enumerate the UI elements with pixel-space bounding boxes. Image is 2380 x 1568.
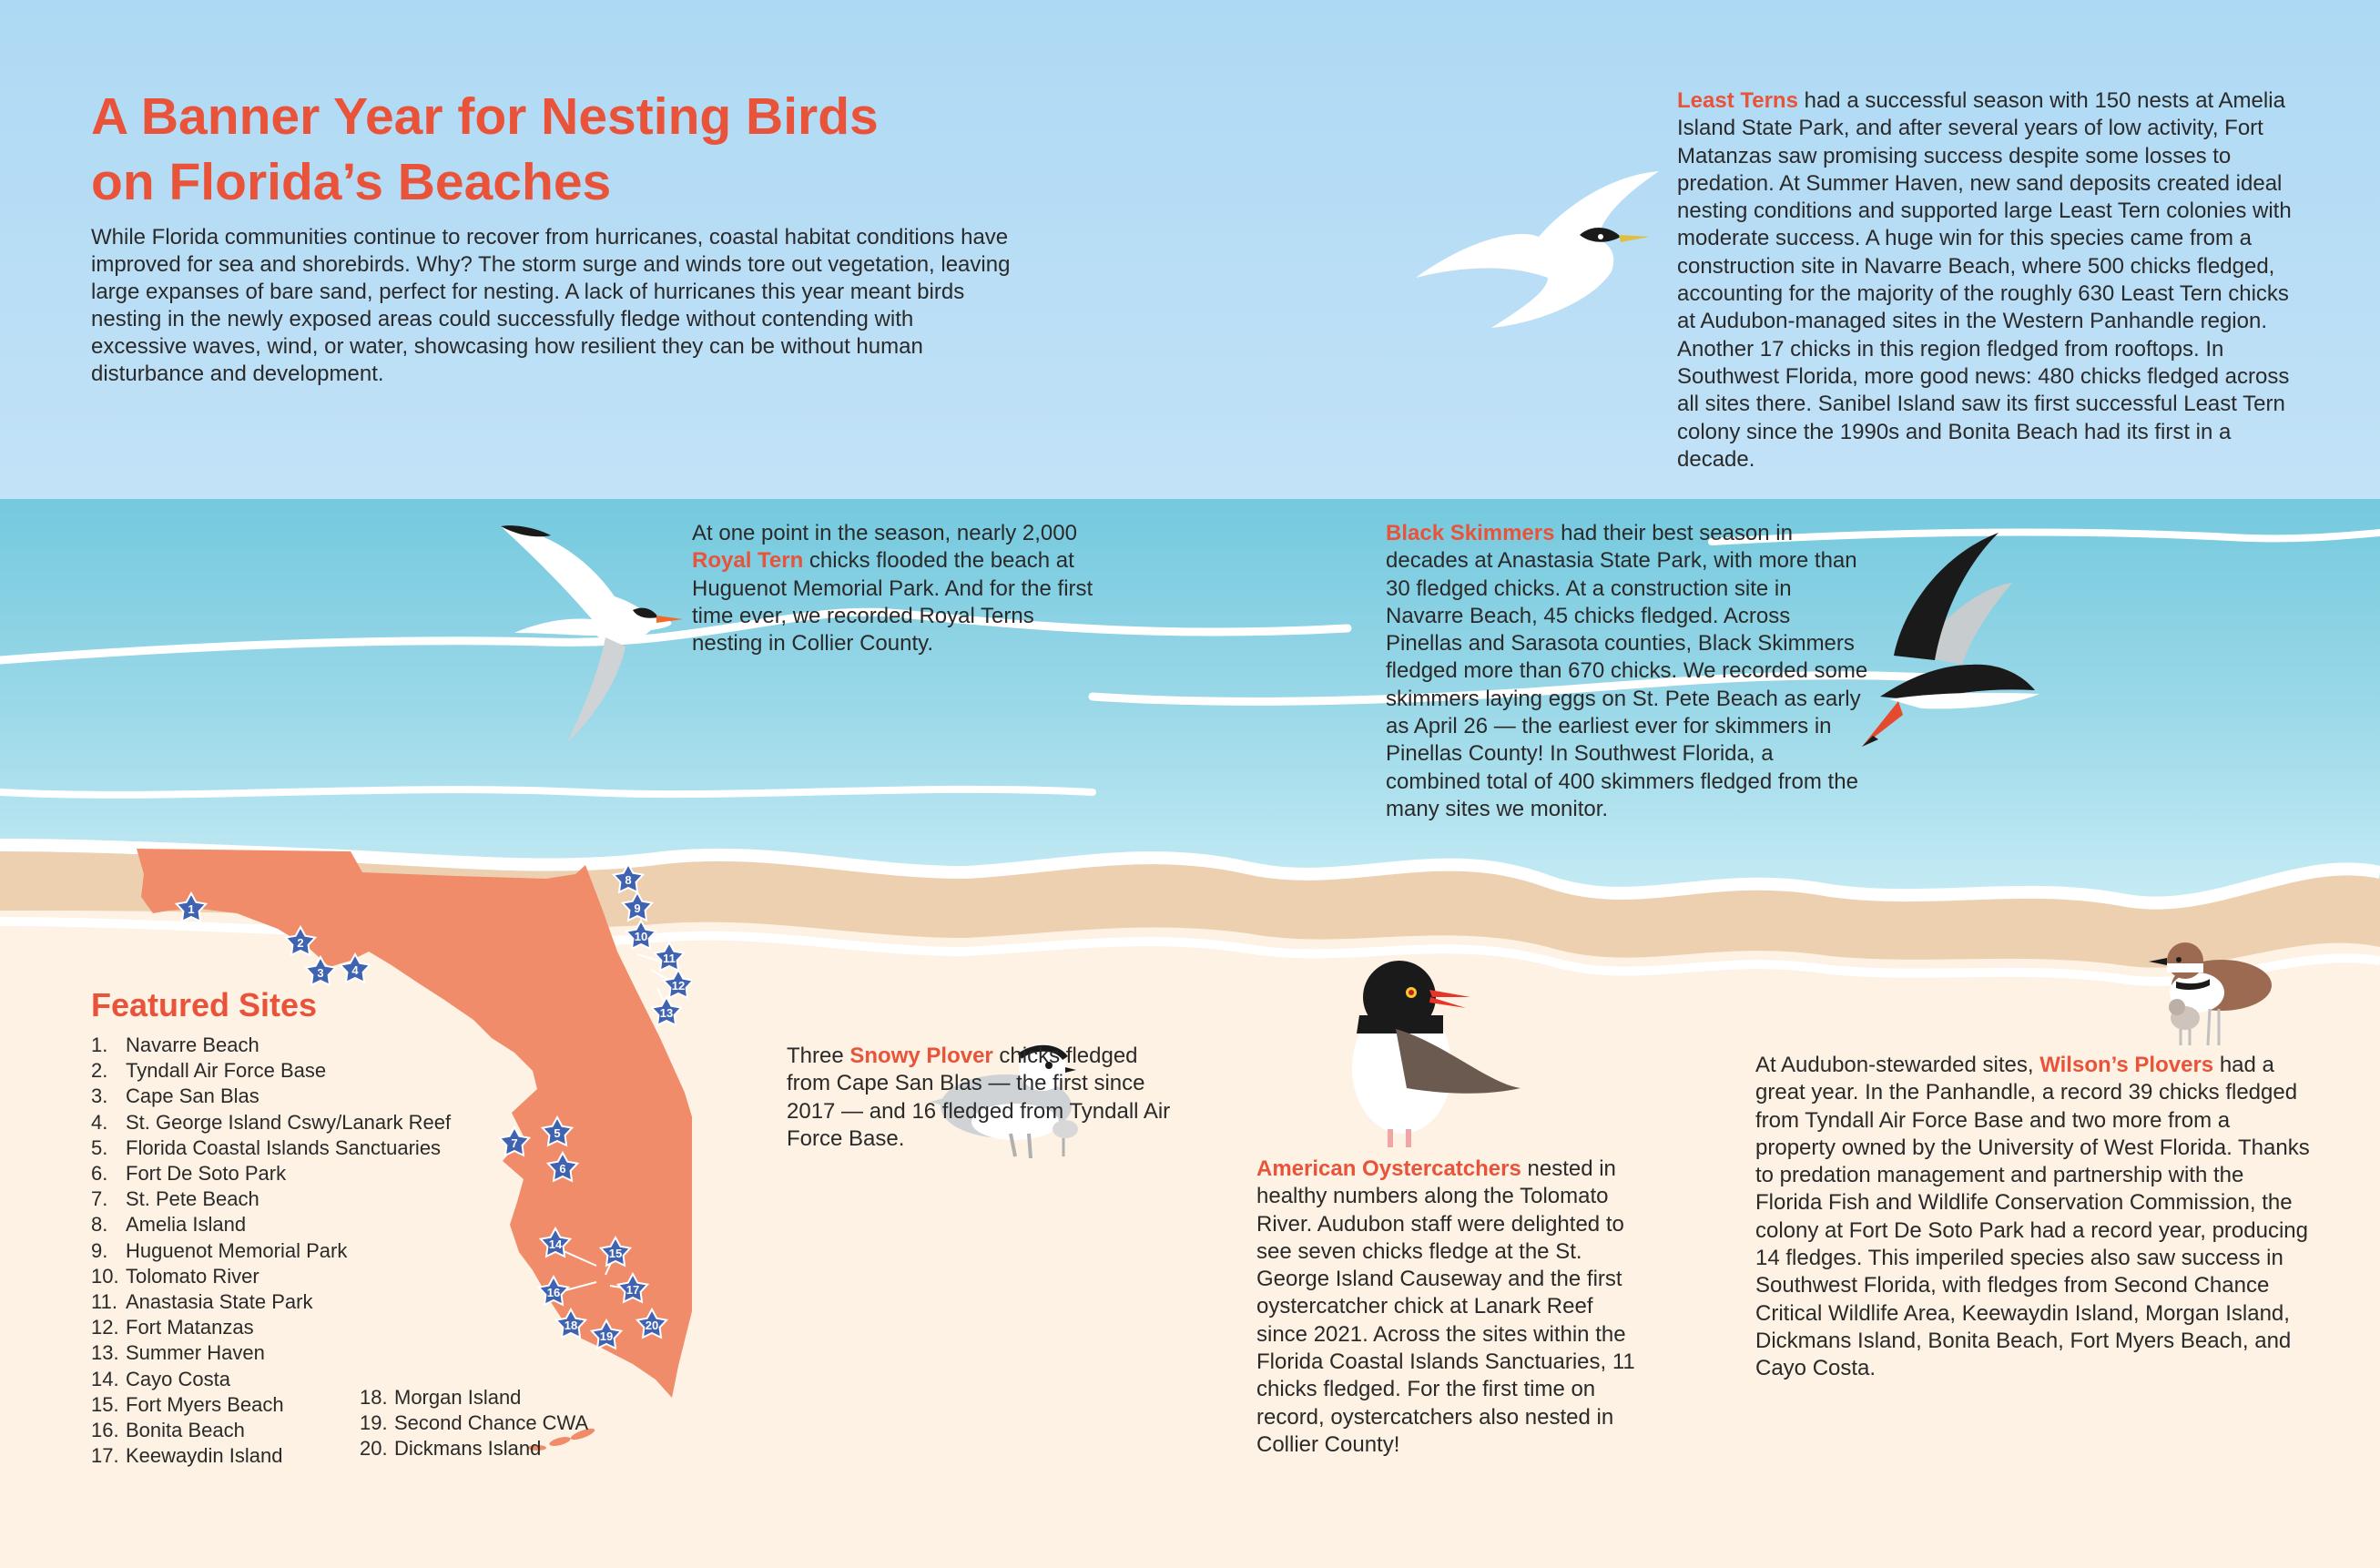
- oystercatcher-text: nested in healthy numbers along the Tolomato River. Audubon staff were delighted to see seven chicks fledge at the St. George Island Causeway and the first oystercatcher chick at Lanark Reef since 2021. Across the sites within the Florida Coastal Islands Sanctuaries, 11 chicks fledged. For the first time on record, oystercatchers also nested in Collier County!: [1256, 1156, 1635, 1457]
- wilsons-plover-paragraph: [1755, 1052, 2311, 1383]
- site-number: 7.: [91, 1187, 108, 1211]
- site-list-item: [360, 1410, 588, 1436]
- site-list-item: [91, 1212, 451, 1237]
- site-marker: [614, 864, 643, 892]
- site-name: St. George Island Cswy/Lanark Reef: [126, 1110, 452, 1134]
- site-name: Anastasia State Park: [126, 1290, 313, 1314]
- wilsons-plover-species: Wilson’s Plovers: [2039, 1053, 2214, 1077]
- site-marker-label: 19: [599, 1329, 614, 1343]
- site-marker-label: 9: [634, 901, 641, 915]
- royal-tern-species: Royal Tern: [692, 548, 804, 574]
- site-marker: [652, 997, 681, 1025]
- site-name: Summer Haven: [126, 1341, 265, 1365]
- oystercatcher-icon: [1343, 961, 1534, 1152]
- site-number: 10.: [91, 1264, 119, 1288]
- site-name: Amelia Island: [126, 1213, 247, 1237]
- site-number: 6.: [91, 1162, 108, 1186]
- site-marker-label: 1: [188, 902, 195, 916]
- snowy-plover-text-after: chicks fledged from Cape San Blas — the first since 2017 — and 16 fledged from Tyndall Air Force Base.: [787, 1044, 1171, 1151]
- site-marker-label: 11: [663, 952, 676, 965]
- site-number: 5.: [91, 1135, 108, 1159]
- site-list-item: [91, 1161, 451, 1186]
- site-name: Fort Matanzas: [126, 1316, 254, 1339]
- title-line-2: on Florida’s Beaches: [91, 153, 612, 211]
- site-marker: [626, 921, 656, 949]
- site-name: Navarre Beach: [126, 1033, 259, 1056]
- site-name: Second Chance CWA: [394, 1411, 589, 1435]
- site-list-item: [91, 1238, 451, 1264]
- featured-sites-title: Featured Sites: [91, 986, 318, 1023]
- least-tern-paragraph: [1677, 87, 2305, 473]
- site-list-item: [91, 1058, 451, 1084]
- site-marker-label: 17: [626, 1283, 640, 1297]
- site-list-item: [360, 1385, 588, 1410]
- site-marker-label: 10: [634, 930, 648, 943]
- site-marker-label: 3: [317, 966, 324, 980]
- site-number: 11.: [91, 1290, 117, 1314]
- royal-tern-paragraph: [692, 520, 1102, 657]
- least-tern-text: had a successful season with 150 nests at Amelia Island State Park, and after several years of low activity, Fort Matanzas saw promising success despite some losses to predation. At Summer Haven, new sand deposits created ideal nesting conditions and supported large Least Tern colonies with moderate success. A huge win for this species came from a construction site in Navarre Beach, where 500 chicks fledged, accounting for the majority of the roughly 630 Least Tern chicks at Audubon-managed sites in the Western Panhandle region. Another 17 chicks in this region fledged from rooftops. In Southwest Florida, more good news: 480 chicks fledged across all sites there. Sanibel Island saw its first successful Least Tern colony since the 1990s and Bonita Beach had its first in a decade.: [1677, 88, 2292, 472]
- site-list-item: [91, 1315, 451, 1340]
- site-list-item: [91, 1084, 451, 1109]
- site-number: 3.: [91, 1084, 108, 1108]
- royal-tern-icon: [496, 519, 687, 747]
- site-number: 1.: [91, 1033, 108, 1056]
- site-number: 12.: [91, 1316, 119, 1339]
- site-marker-label: 8: [625, 873, 632, 887]
- site-name: Tolomato River: [126, 1264, 259, 1288]
- site-name: Cape San Blas: [126, 1084, 259, 1108]
- site-number: 2.: [91, 1059, 108, 1083]
- black-skimmer-icon: [1853, 528, 2049, 756]
- site-name: Fort Myers Beach: [126, 1392, 284, 1416]
- site-marker-label: 15: [608, 1247, 623, 1260]
- site-marker-label: 14: [548, 1237, 563, 1251]
- site-list-item: [91, 1033, 451, 1058]
- site-name: Fort De Soto Park: [126, 1162, 287, 1186]
- site-marker-label: 12: [671, 979, 686, 993]
- site-number: 13.: [91, 1341, 119, 1365]
- snowy-plover-paragraph: [787, 1043, 1178, 1153]
- site-marker-label: 7: [511, 1136, 518, 1150]
- site-list-item: [91, 1289, 451, 1315]
- site-name: Keewaydin Island: [126, 1444, 283, 1468]
- royal-tern-text-after: chicks flooded the beach at Huguenot Memorial Park. And for the first time ever, we recorded Royal Terns nesting in Collier County.: [692, 548, 1093, 657]
- title-line-1: A Banner Year for Nesting Birds: [91, 87, 879, 146]
- site-list-item: [91, 1264, 451, 1289]
- page-title: [91, 84, 1002, 215]
- site-number: 9.: [91, 1238, 108, 1262]
- site-marker: [623, 892, 652, 921]
- intro-paragraph: While Florida communities continue to recover from hurricanes, coastal habitat conditions have improved for sea and shorebirds. Why? The storm surge and winds tore out vegetation, leaving large expanses of bare sand, perfect for nesting. A lack of hurricanes this year meant birds nesting in the newly exposed areas could successfully fledge without contending with excessive waves, wind, or water, showcasing how resilient they can be without human disturbance and development.: [91, 225, 1011, 386]
- site-marker: [664, 970, 692, 998]
- site-number: 4.: [91, 1110, 108, 1134]
- featured-sites-list-2: [360, 1385, 588, 1462]
- site-marker-label: 2: [297, 936, 304, 950]
- site-name: Cayo Costa: [126, 1367, 230, 1390]
- oystercatcher-species: American Oystercatchers: [1256, 1156, 1521, 1181]
- wilsons-plover-text-before: At Audubon-stewarded sites,: [1755, 1053, 2040, 1077]
- wilsons-plover-text-after: had a great year. In the Panhandle, a record 39 chicks fledged from Tyndall Air Force Base and two more from a property owned by the University of West Florida. Thanks to predation management and partnership with the Florida Fish and Wildlife Conservation Commission, the colony at Fort De Soto Park had a record year, producing 14 fledges. This imperiled species also saw success in Southwest Florida, with fledges from Second Chance Critical Wildlife Area, Keewaydin Island, Morgan Island, Dickmans Island, Bonita Beach, Fort Myers Beach, and Cayo Costa.: [1755, 1053, 2310, 1381]
- site-number: 15.: [91, 1392, 119, 1416]
- site-marker-label: 18: [564, 1319, 578, 1332]
- site-marker-label: 20: [645, 1319, 659, 1332]
- black-skimmer-text: had their best season in decades at Anastasia State Park, with more than 30 fledged chicks. At a construction site in Navarre Beach, 45 chicks fledged. Across Pinellas and Sarasota counties, Black Skimmers fledged more than 670 chicks. We recorded some skimmers laying eggs on St. Pete Beach as early as April 26 — the earliest ever for skimmers in Pinellas County! In Southwest Florida, a combined total of 400 skimmers fledged from the many sites we monitor.: [1386, 521, 1868, 821]
- least-tern-species: Least Terns: [1677, 88, 1798, 113]
- royal-tern-text-before: At one point in the season, nearly 2,000: [692, 521, 1077, 545]
- site-marker-label: 16: [546, 1286, 561, 1299]
- snowy-plover-text-before: Three: [787, 1044, 850, 1068]
- site-name: Tyndall Air Force Base: [126, 1059, 327, 1083]
- snowy-plover-species: Snowy Plover: [849, 1044, 993, 1068]
- site-name: Dickmans Island: [394, 1437, 542, 1461]
- site-list-item: [360, 1436, 588, 1461]
- site-number: 14.: [91, 1367, 119, 1390]
- site-name: Huguenot Memorial Park: [126, 1238, 348, 1262]
- site-number: 19.: [360, 1411, 388, 1435]
- site-number: 17.: [91, 1444, 119, 1468]
- oystercatcher-paragraph: [1256, 1156, 1648, 1459]
- site-marker-label: 5: [554, 1126, 561, 1140]
- site-name: Morgan Island: [394, 1386, 522, 1409]
- least-tern-icon: [1411, 164, 1666, 337]
- site-list-item: [91, 1186, 451, 1212]
- site-name: St. Pete Beach: [126, 1187, 259, 1211]
- wilsons-plover-icon: [2144, 938, 2281, 1047]
- site-name: Bonita Beach: [126, 1419, 245, 1442]
- site-number: 8.: [91, 1213, 108, 1237]
- site-number: 20.: [360, 1437, 388, 1461]
- site-number: 18.: [360, 1386, 388, 1409]
- site-marker-label: 13: [659, 1006, 674, 1020]
- site-list-item: [91, 1340, 451, 1366]
- site-marker-label: 6: [559, 1162, 566, 1176]
- site-name: Florida Coastal Islands Sanctuaries: [126, 1135, 442, 1159]
- black-skimmer-paragraph: [1386, 520, 1868, 823]
- site-list-item: [91, 1110, 451, 1135]
- site-marker: [655, 942, 684, 971]
- black-skimmer-species: Black Skimmers: [1386, 521, 1555, 545]
- site-list-item: [91, 1135, 451, 1161]
- site-number: 16.: [91, 1419, 119, 1442]
- site-marker-label: 4: [351, 963, 359, 977]
